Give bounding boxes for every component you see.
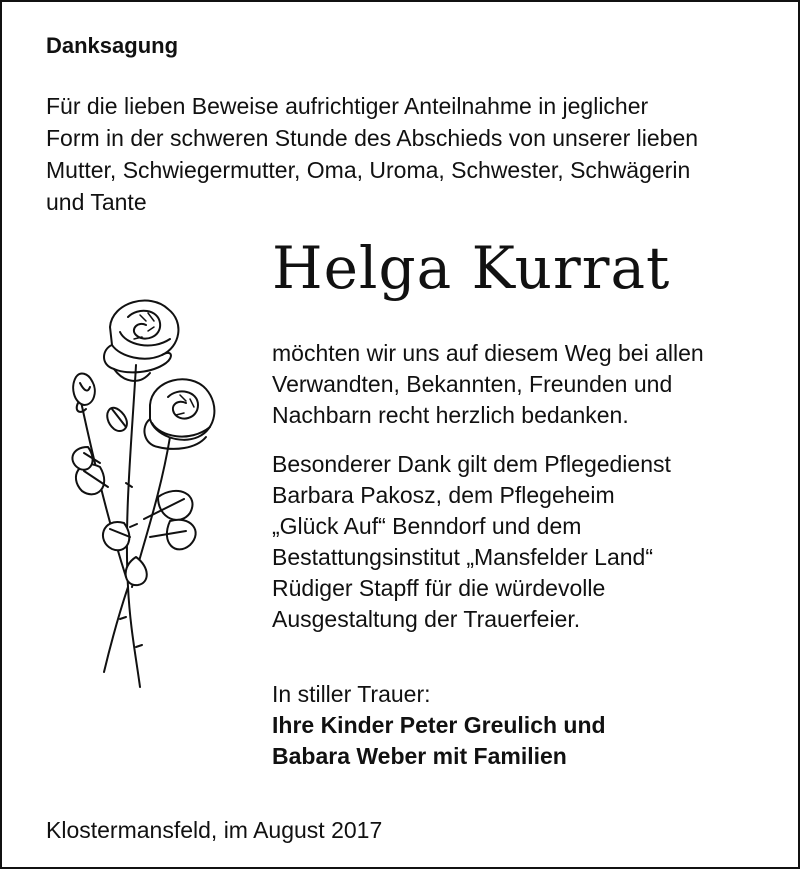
intro-line: Für die lieben Beweise aufrichtiger Anteilnahme in jeglicher [46, 93, 649, 119]
intro-text [46, 90, 766, 218]
signatories-line: Babara Weber mit Familien [272, 743, 567, 769]
intro-line: Form in der schweren Stunde des Abschieds von unserer lieben [46, 125, 699, 151]
deceased-name: Helga Kurrat [272, 234, 671, 302]
paragraph-line: Rüdiger Stapff für die würdevolle [272, 575, 606, 601]
mourning-block [272, 679, 606, 772]
paragraph-line: Verwandten, Bekannten, Freunden und [272, 371, 673, 397]
paragraph-line: Besonderer Dank gilt dem Pflegedienst [272, 451, 671, 477]
special-thanks-paragraph [272, 449, 772, 635]
paragraph-line: Ausgestaltung der Trauerfeier. [272, 606, 581, 632]
signatories-line: Ihre Kinder Peter Greulich und [272, 712, 606, 738]
heading: Danksagung [46, 33, 179, 58]
intro-line: Mutter, Schwiegermutter, Oma, Uroma, Schwester, Schwägerin [46, 157, 691, 183]
thanks-paragraph [272, 338, 772, 431]
rose-illustration [40, 287, 240, 697]
mourning-label: In stiller Trauer: [272, 681, 431, 707]
paragraph-line: möchten wir uns auf diesem Weg bei allen [272, 340, 704, 366]
paragraph-line: Bestattungsinstitut „Mansfelder Land“ [272, 544, 653, 570]
place-date: Klostermansfeld, im August 2017 [46, 817, 383, 843]
paragraph-line: Nachbarn recht herzlich bedanken. [272, 402, 629, 428]
intro-line: und Tante [46, 189, 147, 215]
paragraph-line: Barbara Pakosz, dem Pflegeheim [272, 482, 615, 508]
paragraph-line: „Glück Auf“ Benndorf und dem [272, 513, 582, 539]
